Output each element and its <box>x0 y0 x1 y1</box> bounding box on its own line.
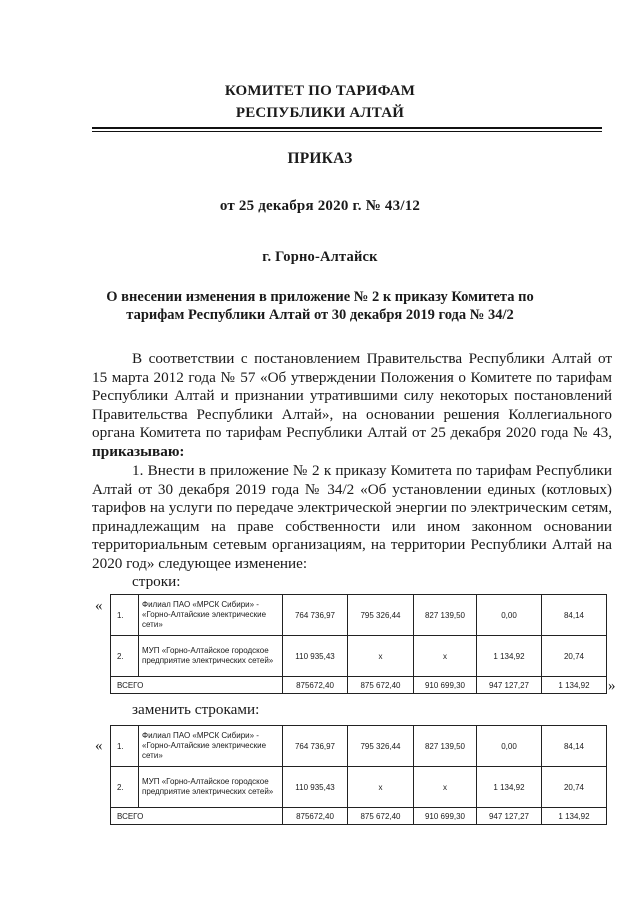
value-cell: 0,00 <box>477 595 542 636</box>
order-verb: приказываю: <box>92 442 185 460</box>
value-cell: х <box>348 636 414 677</box>
committee-name-line2: РЕСПУБЛИКИ АЛТАЙ <box>235 105 405 121</box>
value-cell: 110 935,43 <box>283 767 348 808</box>
header-rule-thick <box>92 127 602 129</box>
total-row <box>111 808 607 825</box>
value-cell: 827 139,50 <box>414 595 477 636</box>
replace-label: заменить строками: <box>132 701 260 718</box>
value-cell: 875 672,40 <box>348 677 414 694</box>
order-city: г. Горно-Алтайск <box>262 249 378 265</box>
value-cell: 1 134,92 <box>542 677 607 694</box>
row-index: 1. <box>111 726 139 767</box>
value-cell: 795 326,44 <box>348 595 414 636</box>
value-cell: 20,74 <box>542 767 607 808</box>
preamble-paragraph <box>92 350 612 462</box>
value-cell: 764 736,97 <box>283 726 348 767</box>
value-cell: х <box>414 636 477 677</box>
committee-name-line1: КОМИТЕТ ПО ТАРИФАМ <box>224 83 416 99</box>
quote-close-old: » <box>608 678 616 694</box>
org-name: МУП «Горно-Алтайское городское предприятие электрических сетей» <box>139 636 283 677</box>
value-cell: 1 134,92 <box>477 767 542 808</box>
table-row <box>111 595 607 636</box>
value-cell: 20,74 <box>542 636 607 677</box>
quote-open-old: « <box>95 598 103 614</box>
total-label: ВСЕГО <box>111 677 283 694</box>
value-cell: 84,14 <box>542 595 607 636</box>
value-cell: х <box>414 767 477 808</box>
quote-open-new: « <box>95 738 103 754</box>
item-1-paragraph: 1. Внести в приложение № 2 к приказу Комитета по тарифам Республики Алтай от 30 декабря 2019 года № 34/2 «Об установлении единых (котловых) тарифов на услуги по передаче электрической энергии по электрическим сетям, принадлежащим на праве собственности или ином законном основании территориальным сетевым организациям, на территории Республики Алтай на 2020 год» следующее изменение: <box>92 462 612 572</box>
total-label: ВСЕГО <box>111 808 283 825</box>
order-subject-line2: тарифам Республики Алтай от 30 декабря 2019 года № 34/2 <box>126 307 514 323</box>
value-cell: 875672,40 <box>283 808 348 825</box>
new-rows-table <box>110 725 607 825</box>
table-row <box>111 636 607 677</box>
row-index: 2. <box>111 636 139 677</box>
row-index: 1. <box>111 595 139 636</box>
org-name: Филиал ПАО «МРСК Сибири» - «Горно-Алтайские электрические сети» <box>139 595 283 636</box>
value-cell: 764 736,97 <box>283 595 348 636</box>
value-cell: 875672,40 <box>283 677 348 694</box>
value-cell: 0,00 <box>477 726 542 767</box>
org-name: МУП «Горно-Алтайское городское предприятие электрических сетей» <box>139 767 283 808</box>
value-cell: 1 134,92 <box>542 808 607 825</box>
row-index: 2. <box>111 767 139 808</box>
value-cell: 910 699,30 <box>414 808 477 825</box>
org-name: Филиал ПАО «МРСК Сибири» - «Горно-Алтайские электрические сети» <box>139 726 283 767</box>
header-rule-thin <box>92 131 602 132</box>
rows-label: строки: <box>132 573 181 590</box>
order-subject-line1: О внесении изменения в приложение № 2 к приказу Комитета по <box>106 289 534 305</box>
preamble-text: В соответствии с постановлением Правительства Республики Алтай от 15 марта 2012 года № 57 «Об утверждении Положения о Комитете по тарифам Республики Алтай и признании утратившими силу некоторых постановлений Правительства Республики Алтай», на основании решения Коллегиального органа Комитета по тарифам Республики Алтай от 25 декабря 2020 года № 43, <box>92 350 612 442</box>
value-cell: 947 127,27 <box>477 808 542 825</box>
value-cell: 110 935,43 <box>283 636 348 677</box>
value-cell: 947 127,27 <box>477 677 542 694</box>
old-rows-table <box>110 594 607 694</box>
value-cell: 910 699,30 <box>414 677 477 694</box>
value-cell: 1 134,92 <box>477 636 542 677</box>
order-date-number: от 25 декабря 2020 г. № 43/12 <box>219 198 421 214</box>
total-row <box>111 677 607 694</box>
table-row <box>111 767 607 808</box>
value-cell: х <box>348 767 414 808</box>
value-cell: 84,14 <box>542 726 607 767</box>
value-cell: 795 326,44 <box>348 726 414 767</box>
value-cell: 827 139,50 <box>414 726 477 767</box>
value-cell: 875 672,40 <box>348 808 414 825</box>
order-title: ПРИКАЗ <box>287 150 353 167</box>
table-row <box>111 726 607 767</box>
